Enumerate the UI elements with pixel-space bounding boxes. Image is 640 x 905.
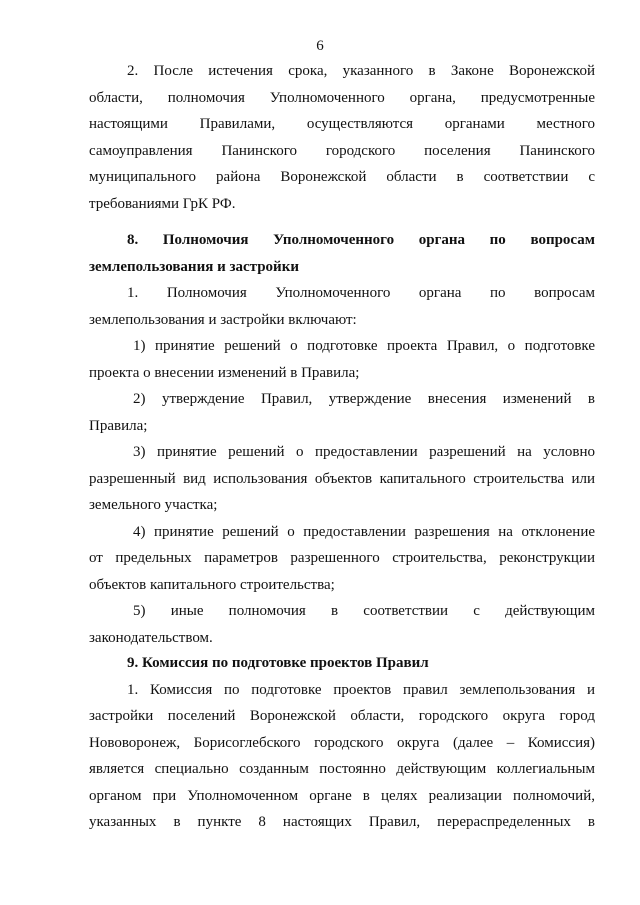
list-item: 5) иные полномочия в соответствии с действующим bbox=[133, 603, 595, 619]
text-line: проекта о внесении изменений в Правила; bbox=[89, 364, 360, 381]
text-line: застройки поселений Воронежской области, городского округа город bbox=[89, 708, 595, 724]
section-8-heading-cont: землепользования и застройки bbox=[89, 258, 299, 275]
text-line: области, полномочия Уполномоченного органа, предусмотренные bbox=[89, 89, 595, 106]
text-line: объектов капитального строительства; bbox=[89, 576, 335, 593]
list-item: 3) принятие решений о предоставлении разрешений на условно bbox=[133, 444, 595, 460]
text-line: является специально созданным постоянно действующим коллегиальным bbox=[89, 761, 595, 777]
text-line: 1. Полномочия Уполномоченного органа по вопросам bbox=[127, 285, 595, 301]
text-line: от предельных параметров разрешенного строительства, реконструкции bbox=[89, 550, 595, 566]
text-line: Правила; bbox=[89, 417, 148, 434]
text-line: разрешенный вид использования объектов капитального строительства или bbox=[89, 470, 595, 487]
text-line: землепользования и застройки включают: bbox=[89, 311, 357, 328]
list-item: 1) принятие решений о подготовке проекта Правил, о подготовке bbox=[133, 338, 595, 354]
page-number: 6 bbox=[316, 38, 324, 54]
list-item: 2) утверждение Правил, утверждение внесения изменений в bbox=[133, 391, 595, 407]
section-9 bbox=[89, 650, 595, 836]
section-8-heading: 8. Полномочия Уполномоченного органа по вопросам bbox=[127, 232, 595, 248]
text-line: муниципального района Воронежской области в соответствии с bbox=[89, 169, 595, 185]
text-line: требованиями ГрК РФ. bbox=[89, 195, 236, 212]
text-line: земельного участка; bbox=[89, 497, 218, 513]
section-8 bbox=[89, 227, 595, 651]
text-line: настоящими Правилами, осуществляются органами местного bbox=[89, 116, 595, 132]
text-line: органом при Уполномоченном органе в целях реализации полномочий, bbox=[89, 787, 595, 804]
list-item: 4) принятие решений о предоставлении разрешения на отклонение bbox=[133, 523, 595, 540]
text-line: 2. После истечения срока, указанного в Законе Воронежской bbox=[127, 63, 595, 79]
text-line: Нововоронеж, Борисоглебского городского округа (далее – Комиссия) bbox=[89, 734, 595, 751]
text-line: указанных в пункте 8 настоящих Правил, перераспределенных в bbox=[89, 814, 595, 830]
section-9-heading: 9. Комиссия по подготовке проектов Правил bbox=[127, 655, 429, 671]
section-7-continuation bbox=[89, 58, 595, 217]
text-line: самоуправления Панинского городского поселения Панинского bbox=[89, 142, 595, 159]
text-line: 1. Комиссия по подготовке проектов правил землепользования и bbox=[127, 681, 595, 698]
text-line: законодательством. bbox=[89, 629, 213, 646]
